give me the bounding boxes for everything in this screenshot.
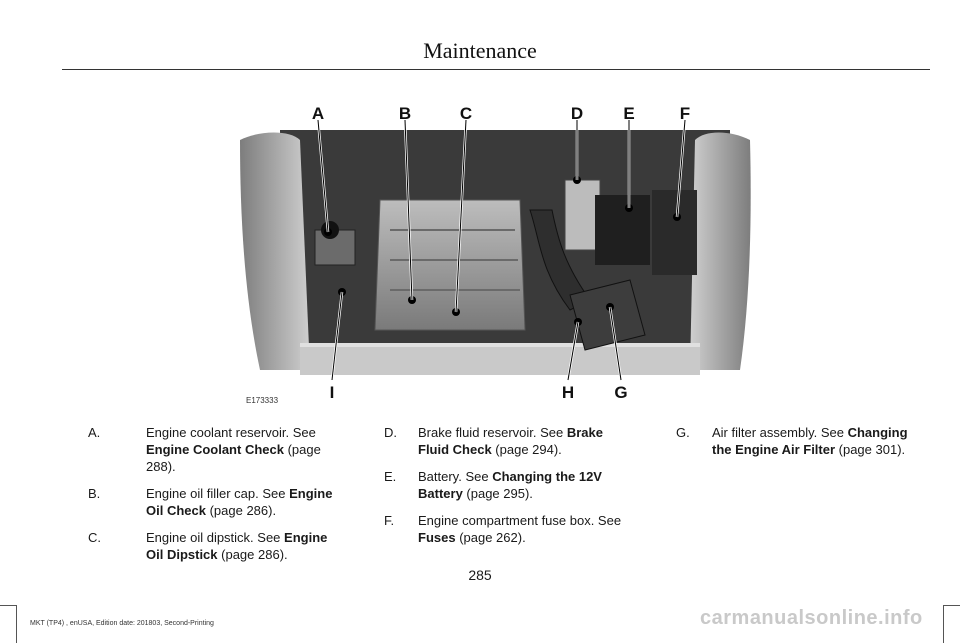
legend-item	[384, 512, 634, 546]
legend-item	[384, 468, 634, 502]
crop-mark	[0, 605, 16, 606]
callout-d: D	[570, 104, 584, 123]
legend-item	[676, 424, 926, 458]
item-page-ref: (page 288).	[146, 442, 321, 474]
callout-f: F	[679, 104, 691, 123]
page-header-title: Maintenance	[423, 38, 537, 63]
item-page-ref: (page 286).	[217, 547, 288, 562]
engine-bay-illustration	[240, 100, 760, 400]
item-link: Brake Fluid Check	[418, 425, 603, 457]
figure-code: E173333	[246, 396, 279, 405]
item-letter: G.	[676, 425, 690, 440]
item-letter: F.	[384, 513, 395, 528]
item-letter: B.	[88, 486, 101, 501]
item-link: Engine Oil Check	[146, 486, 333, 518]
callout-e: E	[623, 104, 635, 123]
item-text: Battery. See	[418, 469, 493, 484]
item-text: Engine compartment fuse box. See	[418, 513, 622, 528]
item-link: Changing the 12V Battery	[418, 469, 602, 501]
footer-edition-text: MKT (TP4) , enUSA, Edition date: 201803, Second-Printing	[30, 620, 214, 627]
callout-c: C	[459, 104, 473, 123]
item-link: Changing the Engine Air Filter	[712, 425, 908, 457]
crop-mark	[943, 605, 944, 643]
item-text: Brake fluid reservoir. See	[418, 425, 567, 440]
callout-a: A	[311, 104, 325, 123]
legend-item	[384, 424, 634, 458]
item-page-ref: (page 301).	[835, 442, 906, 457]
header-rule	[62, 69, 930, 70]
crop-mark	[944, 605, 960, 606]
callout-h: H	[561, 383, 575, 402]
item-page-ref: (page 262).	[455, 530, 526, 545]
item-letter: D.	[384, 425, 397, 440]
page-number: 285	[468, 567, 492, 583]
engine-compartment-figure	[240, 100, 760, 410]
legend-column-2	[384, 424, 634, 556]
item-link: Engine Coolant Check	[146, 442, 284, 457]
callout-i: I	[329, 383, 335, 402]
item-link: Fuses	[418, 530, 456, 545]
item-page-ref: (page 295).	[462, 486, 533, 501]
item-text: Air filter assembly. See	[712, 425, 848, 440]
item-text: Engine oil filler cap. See	[146, 486, 290, 501]
legend-column-3	[676, 424, 926, 468]
legend-item	[88, 485, 338, 519]
watermark: carmanualsonline.info	[700, 607, 923, 629]
item-text: Engine coolant reservoir. See	[146, 425, 316, 440]
legend-item	[88, 529, 338, 563]
item-letter: C.	[88, 530, 101, 545]
item-page-ref: (page 286).	[205, 503, 277, 518]
callout-g: G	[614, 383, 628, 402]
callout-b: B	[398, 104, 412, 123]
crop-mark	[16, 605, 17, 643]
item-letter: E.	[384, 469, 397, 484]
item-letter: A.	[88, 425, 101, 440]
item-link: Engine Oil Dipstick	[146, 530, 328, 562]
item-text: Engine oil dipstick. See	[146, 530, 285, 545]
item-page-ref: (page 294).	[491, 442, 562, 457]
legend-column-1	[88, 424, 338, 573]
legend-item	[88, 424, 338, 475]
